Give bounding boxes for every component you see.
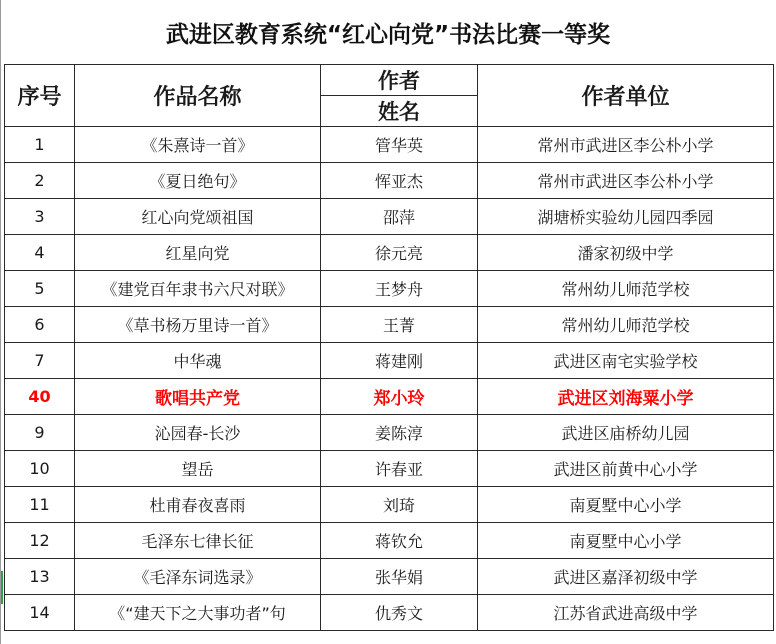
header-index[interactable]: 序号 (5, 65, 75, 127)
cell-work-title[interactable]: 红心向党颂祖国 (75, 199, 321, 235)
cell-work-title[interactable]: 《“建天下之大事功者”句 (75, 595, 321, 631)
cell-author-name[interactable]: 邵萍 (321, 199, 478, 235)
cell-work-title[interactable]: 《草书杨万里诗一首》 (75, 307, 321, 343)
header-author-unit[interactable]: 作者单位 (478, 65, 774, 127)
cell-author-unit[interactable]: 潘家初级中学 (478, 235, 774, 271)
cell-author-name[interactable]: 王菁 (321, 307, 478, 343)
table-row (5, 127, 774, 163)
table-row (5, 415, 774, 451)
cell-index[interactable]: 13 (5, 559, 75, 595)
cell-work-title[interactable]: 《建党百年隶书六尺对联》 (75, 271, 321, 307)
table-row (5, 199, 774, 235)
cell-work-title[interactable]: 歌唱共产党 (75, 379, 321, 415)
cell-author-unit[interactable]: 湖塘桥实验幼儿园四季园 (478, 199, 774, 235)
sheet-left-edge (0, 0, 1, 644)
cell-author-name[interactable]: 王梦舟 (321, 271, 478, 307)
cell-index[interactable]: 2 (5, 163, 75, 199)
cell-author-name[interactable]: 恽亚杰 (321, 163, 478, 199)
sheet-title: 武进区教育系统“红心向党”书法比赛一等奖 (165, 21, 611, 48)
cell-work-title[interactable]: 望岳 (75, 451, 321, 487)
table-row (5, 487, 774, 523)
cell-author-unit[interactable]: 武进区南宅实验学校 (478, 343, 774, 379)
cell-index[interactable]: 12 (5, 523, 75, 559)
cell-author-name[interactable]: 管华英 (321, 127, 478, 163)
table-row (5, 343, 774, 379)
cell-work-title[interactable]: 红星向党 (75, 235, 321, 271)
cell-index[interactable]: 40 (5, 379, 75, 415)
table-row-highlighted (5, 379, 774, 415)
active-row-marker (1, 571, 3, 604)
table-row (5, 235, 774, 271)
cell-author-name[interactable]: 许春亚 (321, 451, 478, 487)
cell-author-unit[interactable]: 武进区庙桥幼儿园 (478, 415, 774, 451)
cell-work-title[interactable]: 杜甫春夜喜雨 (75, 487, 321, 523)
cell-author-name[interactable]: 张华娟 (321, 559, 478, 595)
award-table (4, 64, 774, 631)
table-row (5, 523, 774, 559)
table-row (5, 163, 774, 199)
cell-author-name[interactable]: 徐元亮 (321, 235, 478, 271)
cell-author-name[interactable]: 蒋钦允 (321, 523, 478, 559)
cell-author-unit[interactable]: 常州幼儿师范学校 (478, 271, 774, 307)
cell-index[interactable]: 10 (5, 451, 75, 487)
cell-index[interactable]: 14 (5, 595, 75, 631)
cell-work-title[interactable]: 《夏日绝句》 (75, 163, 321, 199)
cell-work-title[interactable]: 《毛泽东词选录》 (75, 559, 321, 595)
cell-author-unit[interactable]: 武进区前黄中心小学 (478, 451, 774, 487)
cell-index[interactable]: 7 (5, 343, 75, 379)
cell-author-unit[interactable]: 武进区嘉泽初级中学 (478, 559, 774, 595)
cell-work-title[interactable]: 中华魂 (75, 343, 321, 379)
header-author-top[interactable]: 作者 (321, 65, 478, 96)
table-row (5, 271, 774, 307)
table-row (5, 307, 774, 343)
cell-author-name[interactable]: 刘琦 (321, 487, 478, 523)
cell-author-unit[interactable]: 南夏墅中心小学 (478, 523, 774, 559)
cell-author-unit[interactable]: 常州市武进区李公朴小学 (478, 163, 774, 199)
table-row (5, 559, 774, 595)
cell-author-unit[interactable]: 江苏省武进高级中学 (478, 595, 774, 631)
cell-author-name[interactable]: 蒋建刚 (321, 343, 478, 379)
cell-work-title[interactable]: 沁园春-长沙 (75, 415, 321, 451)
cell-index[interactable]: 4 (5, 235, 75, 271)
cell-index[interactable]: 11 (5, 487, 75, 523)
cell-author-name[interactable]: 仇秀文 (321, 595, 478, 631)
cell-work-title[interactable]: 《朱熹诗一首》 (75, 127, 321, 163)
cell-author-unit[interactable]: 武进区刘海粟小学 (478, 379, 774, 415)
cell-index[interactable]: 5 (5, 271, 75, 307)
table-row (5, 595, 774, 631)
cell-author-unit[interactable]: 常州市武进区李公朴小学 (478, 127, 774, 163)
cell-index[interactable]: 1 (5, 127, 75, 163)
cell-author-name[interactable]: 郑小玲 (321, 379, 478, 415)
header-author-bottom[interactable]: 姓名 (321, 96, 478, 127)
cell-author-unit[interactable]: 常州幼儿师范学校 (478, 307, 774, 343)
cell-index[interactable]: 6 (5, 307, 75, 343)
cell-author-name[interactable]: 姜陈淳 (321, 415, 478, 451)
table-row (5, 451, 774, 487)
cell-index[interactable]: 3 (5, 199, 75, 235)
header-work-title[interactable]: 作品名称 (75, 65, 321, 127)
cell-author-unit[interactable]: 南夏墅中心小学 (478, 487, 774, 523)
cell-work-title[interactable]: 毛泽东七律长征 (75, 523, 321, 559)
cell-index[interactable]: 9 (5, 415, 75, 451)
